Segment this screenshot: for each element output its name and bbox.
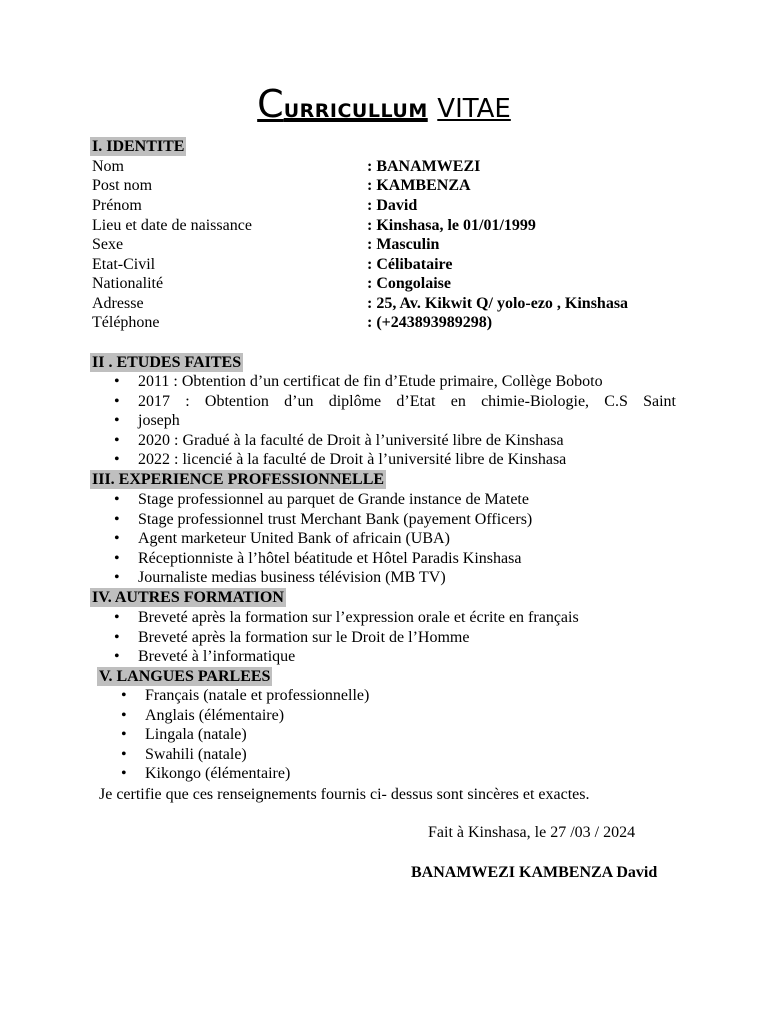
list-item-continuation: • joseph: [114, 411, 676, 431]
list-item: • Agent marketeur United Bank of africain (UBA): [114, 529, 684, 549]
document-title: [0, 84, 768, 131]
list-item: • 2011 : Obtention d’un certificat de fin d’Etude primaire, Collège Boboto: [114, 372, 676, 392]
identity-value: : Masculin: [367, 236, 440, 253]
section-heading-identite: I. IDENTITE: [92, 138, 185, 155]
identity-row: [92, 157, 692, 177]
identity-value: : KAMBENZA: [367, 177, 471, 194]
identity-row: [92, 216, 692, 236]
section-heading-formation: IV. AUTRES FORMATION: [92, 589, 284, 606]
list-item: • Anglais (élémentaire): [121, 706, 521, 726]
list-item: • Stage professionnel trust Merchant Bank (payement Officers): [114, 510, 684, 530]
list-item: • Lingala (natale): [121, 725, 521, 745]
identity-label: Lieu et date de naissance: [92, 217, 252, 234]
list-item: • Stage professionnel au parquet de Grande instance de Matete: [114, 490, 684, 510]
identity-row: [92, 274, 692, 294]
identity-label: Sexe: [92, 236, 124, 253]
identity-row: [92, 235, 692, 255]
identity-label: Etat-Civil: [92, 256, 156, 273]
langues-list: [121, 686, 521, 784]
identity-label: Téléphone: [92, 314, 160, 331]
section-heading-experience: III. EXPERIENCE PROFESSIONNELLE: [92, 471, 385, 488]
identity-label: Adresse: [92, 295, 144, 312]
title-second-word: VITAE: [437, 94, 511, 124]
certification-statement: Je certifie que ces renseignements fournis ci- dessus sont sincères et exactes.: [99, 786, 590, 803]
identity-value: : 25, Av. Kikwit Q/ yolo-ezo , Kinshasa: [367, 295, 629, 312]
identity-row: [92, 196, 692, 216]
identity-label: Post nom: [92, 177, 153, 194]
list-item: • Réceptionniste à l’hôtel béatitude et Hôtel Paradis Kinshasa: [114, 549, 684, 569]
list-item: • Français (natale et professionnelle): [121, 686, 521, 706]
formation-list: [114, 608, 684, 667]
identity-label: Prénom: [92, 197, 142, 214]
identity-value: : (+243893989298): [367, 314, 493, 331]
list-item: • 2020 : Gradué à la faculté de Droit à l’université libre de Kinshasa: [114, 431, 676, 451]
identity-value: : Célibataire: [367, 256, 453, 273]
identity-label: Nationalité: [92, 275, 164, 292]
title-rest: URRICULLUM: [283, 100, 428, 122]
identity-row: [92, 313, 692, 333]
list-item: • Swahili (natale): [121, 745, 521, 765]
identity-row: [92, 176, 692, 196]
etudes-list: [114, 372, 676, 470]
experience-list: [114, 490, 684, 588]
section-heading-etudes: II . ETUDES FAITES: [92, 354, 242, 371]
section-heading-langues: V. LANGUES PARLEES: [99, 668, 271, 685]
identity-value: : David: [367, 197, 418, 214]
identity-value: : Congolaise: [367, 275, 451, 292]
identity-value: : BANAMWEZI: [367, 158, 481, 175]
list-item: • Journaliste medias business télévision (MB TV): [114, 568, 684, 588]
identity-label: Nom: [92, 158, 124, 175]
list-item: • Breveté après la formation sur l’expression orale et écrite en français: [114, 608, 684, 628]
place-date: Fait à Kinshasa, le 27 /03 / 2024: [428, 824, 636, 841]
list-item: • 2017 : Obtention d’un diplôme d’Etat en chimie-Biologie, C.S Saint: [114, 392, 676, 412]
identity-row: [92, 255, 692, 275]
list-item: • 2022 : licencié à la faculté de Droit à l’université libre de Kinshasa: [114, 450, 676, 470]
title-first-letter: C: [257, 82, 284, 126]
signature-name: BANAMWEZI KAMBENZA David: [411, 864, 658, 881]
identity-row: [92, 294, 692, 314]
identity-value: : Kinshasa, le 01/01/1999: [367, 217, 536, 234]
list-item: • Breveté à l’informatique: [114, 647, 684, 667]
list-item: • Kikongo (élémentaire): [121, 764, 521, 784]
list-item: • Breveté après la formation sur le Droit de l’Homme: [114, 628, 684, 648]
